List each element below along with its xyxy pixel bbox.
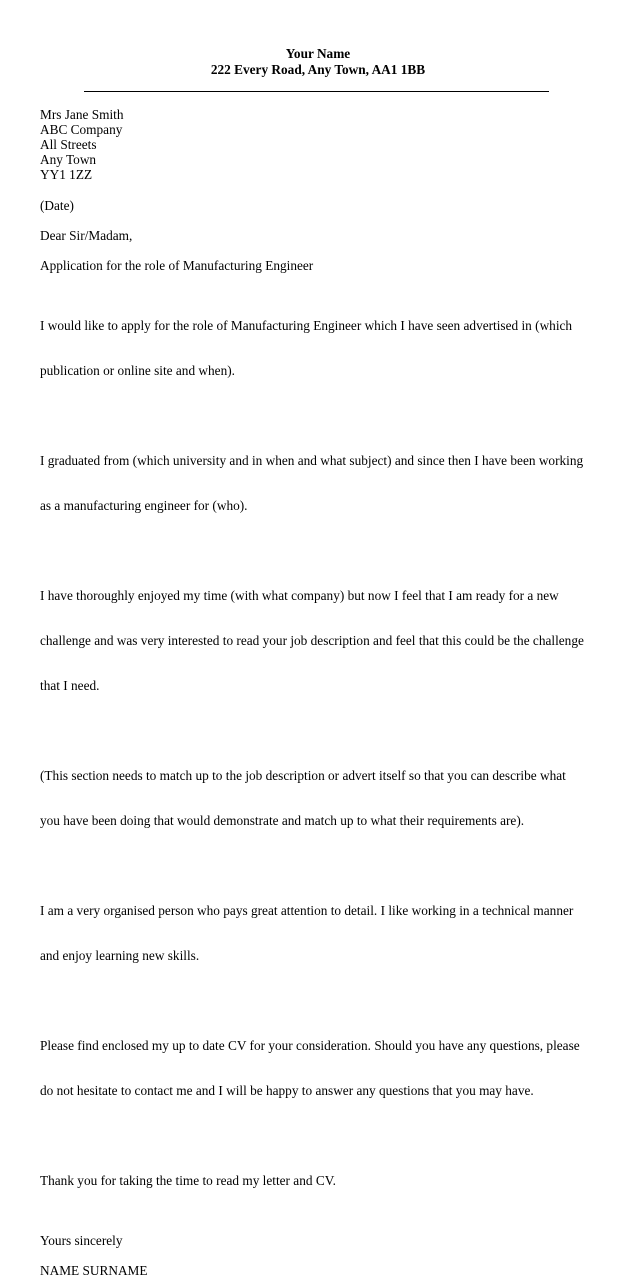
- closing: Yours sincerely: [40, 1233, 123, 1248]
- recipient-line: Any Town: [40, 152, 97, 167]
- paragraph-line: I am a very organised person who pays great attention to detail. I like working in a technical manner: [40, 903, 574, 918]
- paragraph-line: Thank you for taking the time to read my letter and CV.: [40, 1173, 336, 1188]
- paragraph: [40, 558, 600, 723]
- sender-name: Your Name: [285, 46, 351, 61]
- paragraph-line: as a manufacturing engineer for (who).: [40, 498, 248, 513]
- recipient-address: [40, 107, 600, 182]
- paragraph-line: I have thoroughly enjoyed my time (with what company) but now I feel that I am ready for a new: [40, 588, 559, 603]
- letter-date: (Date): [40, 198, 74, 213]
- paragraph-line: I graduated from (which university and in when and what subject) and since then I have been working: [40, 453, 584, 468]
- paragraph-line: (This section needs to match up to the job description or advert itself so that you can describe what: [40, 768, 566, 783]
- paragraph: [40, 288, 600, 408]
- recipient-line: Mrs Jane Smith: [40, 107, 124, 122]
- recipient-line: All Streets: [40, 137, 97, 152]
- paragraph-line: do not hesitate to contact me and I will be happy to answer any questions that you may have.: [40, 1083, 534, 1098]
- paragraph-line: that I need.: [40, 678, 100, 693]
- paragraph: [40, 1008, 600, 1128]
- paragraph-line: and enjoy learning new skills.: [40, 948, 200, 963]
- paragraph-line: you have been doing that would demonstrate and match up to what their requirements are).: [40, 813, 525, 828]
- recipient-line: YY1 1ZZ: [40, 167, 93, 182]
- letter-header: [0, 46, 636, 78]
- signature-name: NAME SURNAME: [40, 1263, 148, 1278]
- header-divider: [84, 91, 549, 92]
- letter-body: [40, 107, 600, 1278]
- subject-line: Application for the role of Manufacturing Engineer: [40, 258, 314, 273]
- paragraph: [40, 1143, 600, 1218]
- paragraph-line: I would like to apply for the role of Manufacturing Engineer which I have seen advertised in (which: [40, 318, 573, 333]
- salutation: Dear Sir/Madam,: [40, 228, 133, 243]
- paragraph: [40, 738, 600, 858]
- sender-address: 222 Every Road, Any Town, AA1 1BB: [210, 62, 426, 77]
- paragraph-line: challenge and was very interested to read your job description and feel that this could be the challenge: [40, 633, 584, 648]
- paragraph: [40, 873, 600, 993]
- paragraph-line: publication or online site and when).: [40, 363, 235, 378]
- paragraph-line: Please find enclosed my up to date CV for your consideration. Should you have any questions, please: [40, 1038, 580, 1053]
- recipient-line: ABC Company: [40, 122, 123, 137]
- paragraph: [40, 423, 600, 543]
